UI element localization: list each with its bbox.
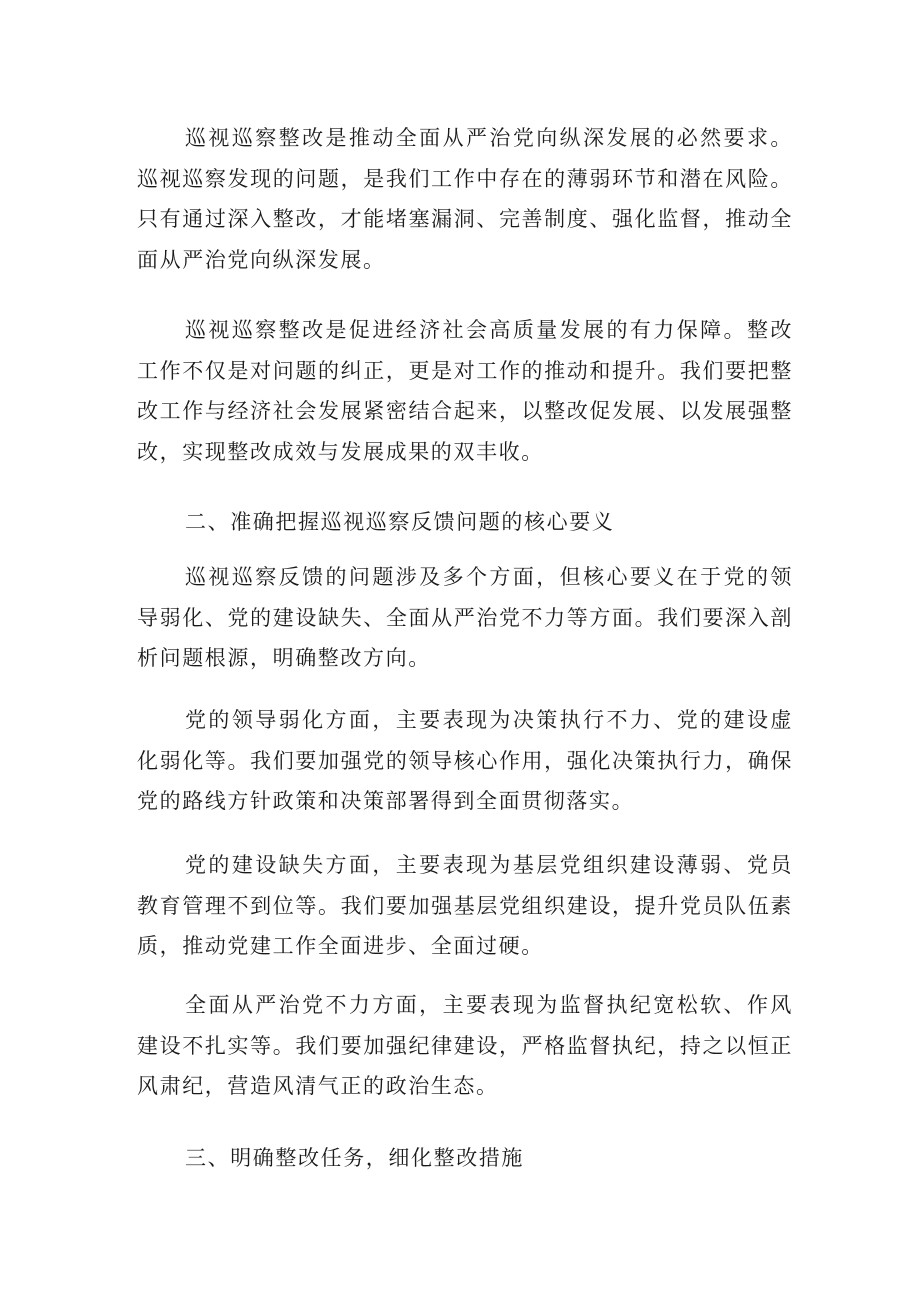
section-heading-3: 三、明确整改任务，细化整改措施 (185, 1146, 524, 1170)
paragraph-feedback-core: 巡视巡察反馈的问题涉及多个方面，但核心要义在于党的领导弱化、党的建设缺失、全面从严治党不力等方面。我们要深入剖析问题根源，明确整改方向。 (137, 565, 793, 670)
paragraph-rectification-guarantee: 巡视巡察整改是促进经济社会高质量发展的有力保障。整改工作不仅是对问题的纠正，更是对工作的推动和提升。我们要把整改工作与经济社会发展紧密结合起来，以整改促发展、以发展强整改，实现整改成效与发展成果的双丰收。 (137, 318, 793, 464)
paragraph-strict-governance: 全面从严治党不力方面，主要表现为监督执纪宽松软、作风建设不扎实等。我们要加强纪律建设，严格监督执纪，持之以恒正风肃纪，营造风清气正的政治生态。 (137, 993, 793, 1098)
paragraph-leadership-weakening: 党的领导弱化方面，主要表现为决策执行不力、党的建设虚化弱化等。我们要加强党的领导核心作用，强化决策执行力，确保党的路线方针政策和决策部署得到全面贯彻落实。 (137, 708, 793, 813)
paragraph-rectification-requirement: 巡视巡察整改是推动全面从严治党向纵深发展的必然要求。巡视巡察发现的问题，是我们工作中存在的薄弱环节和潜在风险。只有通过深入整改，才能堵塞漏洞、完善制度、强化监督，推动全面从严治党向纵深发展。 (137, 126, 793, 272)
section-heading-2: 二、准确把握巡视巡察反馈问题的核心要义 (185, 510, 615, 534)
paragraph-party-building: 党的建设缺失方面，主要表现为基层党组织建设薄弱、党员教育管理不到位等。我们要加强基层党组织建设，提升党员队伍素质，推动党建工作全面进步、全面过硬。 (137, 853, 793, 958)
